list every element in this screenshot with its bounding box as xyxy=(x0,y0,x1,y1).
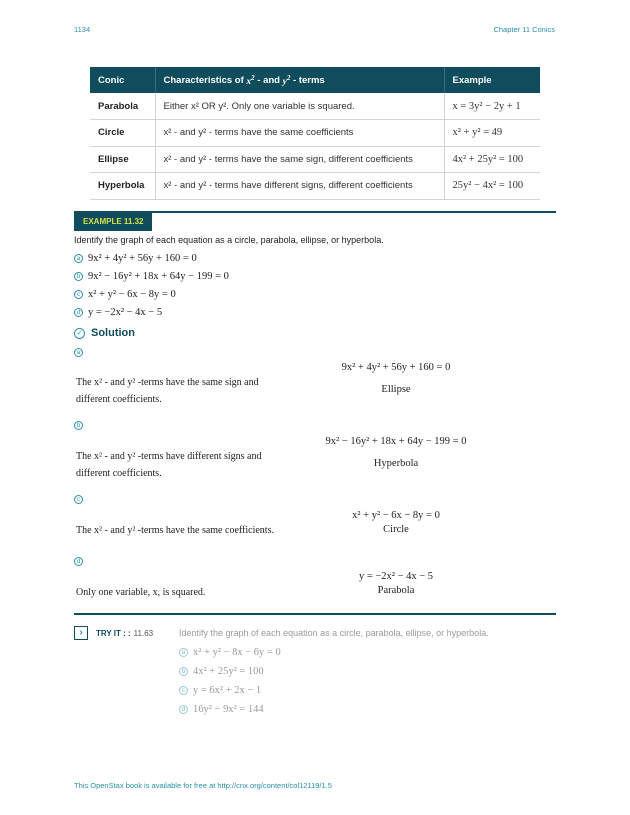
example-bottom-rule xyxy=(74,613,556,615)
solution-c-text: The x² - and y² -terms have the same coefficients. xyxy=(76,525,274,536)
letter-a-marker: a xyxy=(179,648,188,657)
conics-table xyxy=(90,67,540,200)
solution-d-text: Only one variable, x, is squared. xyxy=(76,587,206,598)
solution-heading[interactable] xyxy=(74,327,135,339)
solution-a-result: Ellipse xyxy=(381,384,411,395)
solution-b-text: The x² - and y² -terms have different signs and different coefficients. xyxy=(76,451,262,479)
example-prompt: Identify the graph of each equation as a circle, parabola, ellipse, or hyperbola. xyxy=(74,235,384,245)
footer-link[interactable]: This OpenStax book is available for free at http://cnx.org/content/col12119/1.5 xyxy=(74,781,332,790)
problem-c xyxy=(74,289,176,300)
conic-name: Hyperbola xyxy=(90,173,155,200)
try-equation: y = 6x² + 2x − 1 xyxy=(193,685,262,696)
problem-equation: 9x² − 16y² + 18x + 64y − 199 = 0 xyxy=(88,271,229,282)
solution-b-result: Hyperbola xyxy=(373,458,419,469)
conic-name: Circle xyxy=(90,120,155,147)
table-row xyxy=(90,93,540,120)
letter-b-marker: b xyxy=(179,667,188,676)
try-problem-d xyxy=(179,704,264,715)
problem-equation: 9x² + 4y² + 56y + 160 = 0 xyxy=(88,253,197,264)
conic-example: 4x² + 25y² = 100 xyxy=(444,146,540,173)
header-example: Example xyxy=(444,67,540,93)
solution-c-marker: c xyxy=(74,495,83,504)
chapter-title: Chapter 11 Conics xyxy=(493,25,555,34)
table-row xyxy=(90,173,540,200)
try-problem-c xyxy=(179,685,261,696)
try-it-prompt: Identify the graph of each equation as a circle, parabola, ellipse, or hyperbola. xyxy=(179,628,489,638)
try-problem-b xyxy=(179,666,264,677)
conic-characteristics: x² - and y² - terms have the same sign, different coefficients xyxy=(155,146,444,173)
header-characteristics: Characteristics of $x^2$ - and $y^2$ - terms xyxy=(155,67,444,93)
solution-b-marker: b xyxy=(74,421,83,430)
page-number: 1134 xyxy=(74,25,91,34)
solution-d-result: Parabola xyxy=(377,585,415,596)
letter-c-marker: c xyxy=(74,290,83,299)
try-it-label: TRY IT : : xyxy=(96,628,131,638)
conic-example: 25y² − 4x² = 100 xyxy=(444,173,540,200)
solution-d-equation: y = −2x² − 4x − 5 xyxy=(358,571,434,582)
letter-a-marker: a xyxy=(74,254,83,263)
try-equation: x² + y² − 8x − 6y = 0 xyxy=(193,647,281,658)
table-row xyxy=(90,120,540,147)
conic-characteristics: Either x² OR y². Only one variable is squared. xyxy=(155,93,444,120)
try-it-number: 11.63 xyxy=(133,628,154,638)
solution-c-equation: x² + y² − 6x − 8y = 0 xyxy=(352,510,440,521)
problem-b xyxy=(74,271,229,282)
checkmark-icon: ✓ xyxy=(74,328,85,339)
solution-b-equation: 9x² − 16y² + 18x + 64y − 199 = 0 xyxy=(325,436,467,447)
try-equation: 16y² − 9x² = 144 xyxy=(193,704,264,715)
table-header-row xyxy=(90,67,540,93)
letter-c-marker: c xyxy=(179,686,188,695)
solution-a-marker: a xyxy=(74,348,83,357)
conic-example: x² + y² = 49 xyxy=(444,120,540,147)
conic-characteristics: x² - and y² - terms have different signs, different coefficients xyxy=(155,173,444,200)
solution-c-result: Circle xyxy=(383,524,409,535)
conic-example: x = 3y² − 2y + 1 xyxy=(444,93,540,120)
try-it-header xyxy=(74,626,153,640)
conic-name: Parabola xyxy=(90,93,155,120)
solution-label: Solution xyxy=(91,327,135,339)
solution-d-marker: d xyxy=(74,557,83,566)
letter-d-marker: d xyxy=(74,308,83,317)
chevron-right-icon[interactable]: › xyxy=(74,626,88,640)
solution-a-equation: 9x² + 4y² + 56y + 160 = 0 xyxy=(341,362,451,373)
conic-name: Ellipse xyxy=(90,146,155,173)
solution-a-text: The x² - and y² -terms have the same sign and different coefficients. xyxy=(76,377,259,405)
example-label: EXAMPLE 11.32 xyxy=(74,212,152,231)
problem-equation: x² + y² − 6x − 8y = 0 xyxy=(88,289,176,300)
letter-b-marker: b xyxy=(74,272,83,281)
table-row xyxy=(90,146,540,173)
problem-a xyxy=(74,253,197,264)
try-problem-a xyxy=(179,647,281,658)
problem-d xyxy=(74,307,162,318)
letter-d-marker: d xyxy=(179,705,188,714)
conic-characteristics: x² - and y² - terms have the same coefficients xyxy=(155,120,444,147)
try-equation: 4x² + 25y² = 100 xyxy=(193,666,264,677)
header-conic: Conic xyxy=(90,67,155,93)
problem-equation: y = −2x² − 4x − 5 xyxy=(88,307,163,318)
